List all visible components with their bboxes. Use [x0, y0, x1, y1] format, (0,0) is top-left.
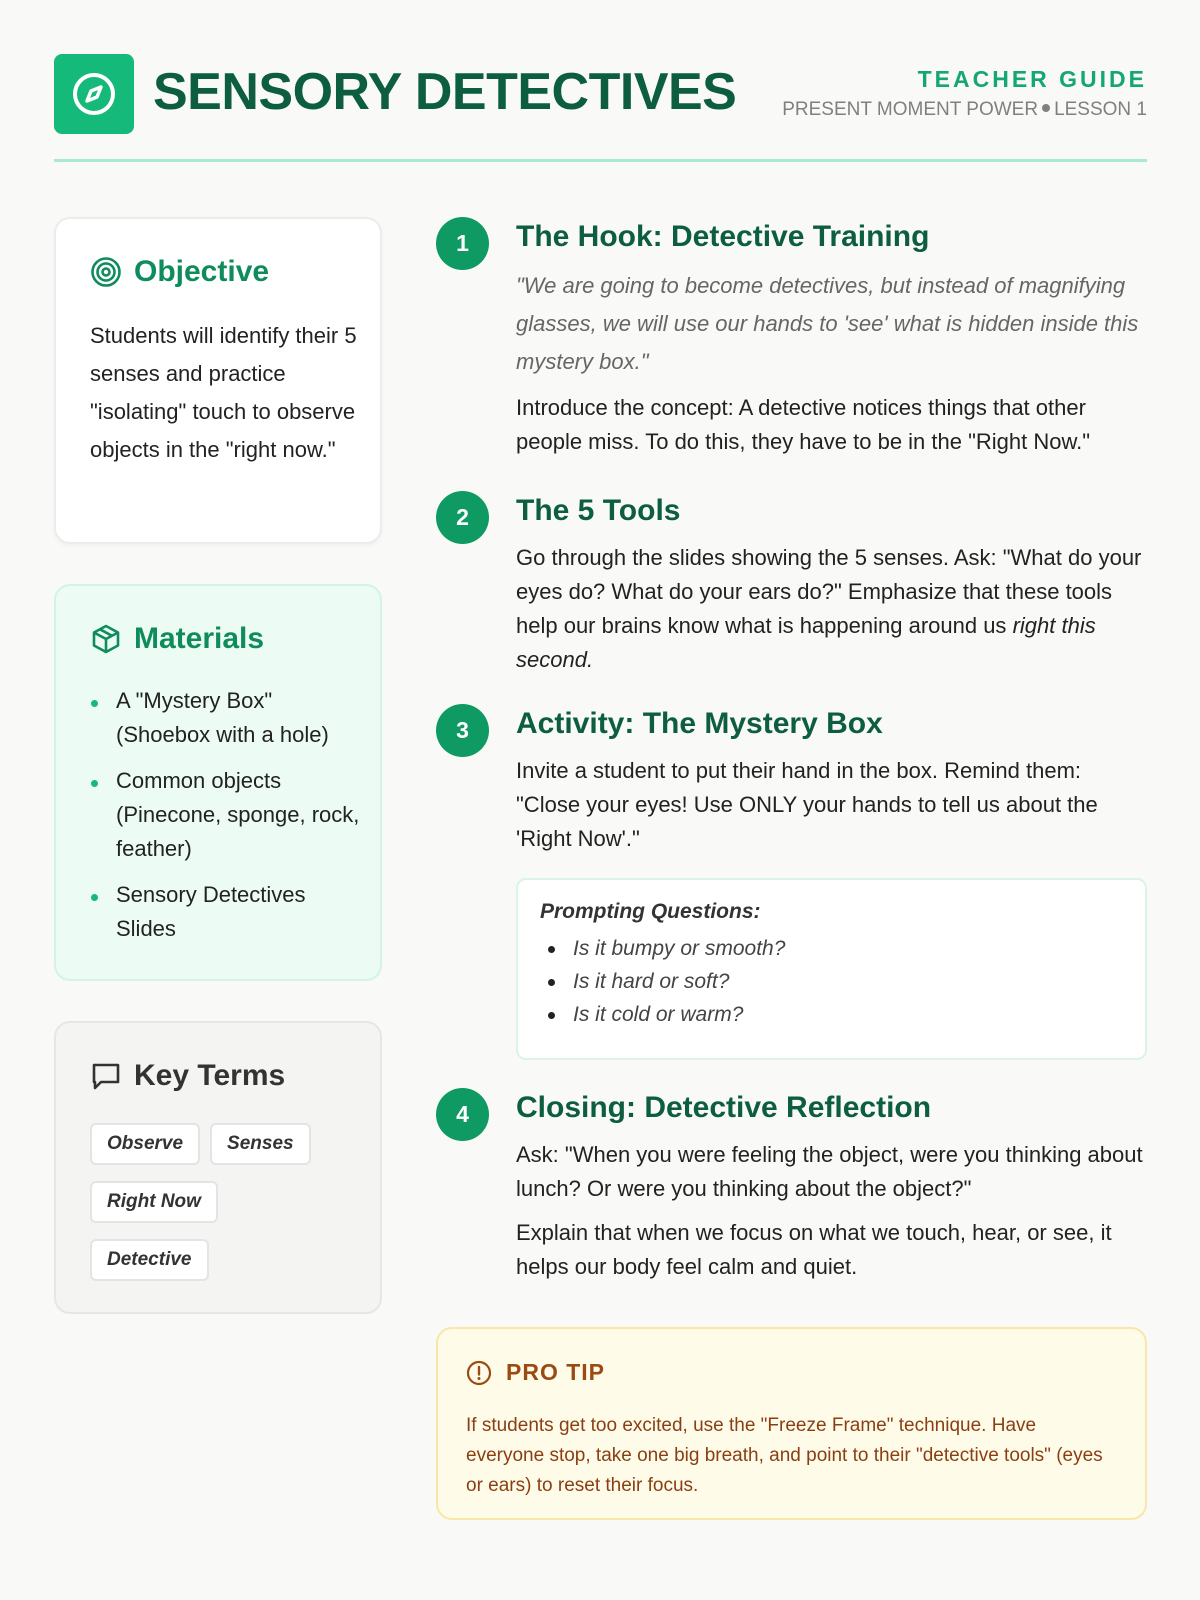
materials-header [90, 622, 264, 656]
term-tag: Detective [90, 1239, 209, 1281]
list-item: Is it hard or soft? [540, 965, 1123, 998]
objective-card [54, 217, 382, 544]
step-text [516, 541, 1147, 677]
prompt-list [540, 932, 1123, 1031]
step-number: 3 [436, 704, 489, 757]
pro-tip-heading: PRO TIP [506, 1359, 606, 1385]
chat-bubble-icon [90, 1060, 122, 1092]
material-text: A "Mystery Box" (Shoebox with a hole) [116, 688, 329, 747]
term-tag: Right Now [90, 1181, 218, 1223]
step-quote: "We are going to become detectives, but instead of magnifying glasses, we will use our hands to 'see' what is hidden inside this mystery box." [516, 273, 1139, 374]
step-text-secondary: Explain that when we focus on what we touch, hear, or see, it helps our body feel calm and quiet. [516, 1220, 1112, 1279]
step-text: Introduce the concept: A detective notices things that other people miss. To do this, they have to be in the "Right Now." [516, 395, 1091, 454]
materials-heading: Materials [134, 622, 265, 655]
bullet-icon [91, 894, 98, 901]
page-title: SENSORY DETECTIVES [153, 63, 737, 121]
lesson-line [782, 99, 1147, 121]
objective-text: Students will identify their 5 senses and practice "isolating" touch to observe objects in the "right now." [90, 323, 357, 462]
logo [54, 54, 134, 134]
list-item [90, 764, 360, 866]
key-terms-card [54, 1021, 382, 1314]
materials-list [90, 684, 360, 958]
step-text: Invite a student to put their hand in the box. Remind them: "Close your eyes! Use ONLY your hands to tell us about the 'Right Now'." [516, 758, 1098, 851]
term-tag: Observe [90, 1123, 200, 1165]
guide-label: TEACHER GUIDE [917, 66, 1147, 92]
step-text-italic: right this second. [516, 613, 1096, 672]
target-icon [90, 256, 122, 288]
materials-card [54, 584, 382, 981]
bullet-icon [91, 700, 98, 707]
series-name: PRESENT MOMENT POWER [782, 99, 1039, 120]
step-number: 4 [436, 1088, 489, 1141]
pro-tip-box [436, 1327, 1147, 1520]
step-title: The Hook: Detective Training [516, 220, 930, 253]
step-title: Activity: The Mystery Box [516, 707, 883, 740]
pro-tip-header [466, 1359, 605, 1386]
list-item [90, 684, 360, 752]
key-terms-heading: Key Terms [134, 1059, 286, 1092]
prompting-questions-box [516, 878, 1147, 1060]
material-text: Common objects (Pinecone, sponge, rock, feather) [116, 768, 360, 861]
list-item: Is it cold or warm? [540, 998, 1123, 1031]
page-header [54, 54, 1147, 162]
step-text-main: Go through the slides showing the 5 senses. Ask: "What do your eyes do? What do your ears do?" Emphasize that these tools help our brains know what is happening around us [516, 545, 1142, 638]
list-item [90, 878, 360, 946]
pro-tip-text: If students get too excited, use the "Freeze Frame" technique. Have everyone stop, take one big breath, and point to their "detective tools" (eyes or ears) to reset their focus. [466, 1415, 1103, 1496]
objective-header [90, 255, 269, 289]
separator-dot-icon [1042, 104, 1050, 112]
bullet-icon [91, 780, 98, 787]
box-icon [90, 623, 122, 655]
header-meta [782, 66, 1147, 121]
compass-icon [70, 70, 118, 118]
prompt-title: Prompting Questions: [540, 900, 761, 923]
material-text: Sensory Detectives Slides [116, 882, 306, 941]
step-text: Ask: "When you were feeling the object, were you thinking about lunch? Or were you thinking about the object?" [516, 1142, 1143, 1201]
term-tag: Senses [210, 1123, 311, 1165]
alert-circle-icon [466, 1360, 492, 1386]
step-number: 1 [436, 217, 489, 270]
step-title: The 5 Tools [516, 494, 681, 527]
key-terms-header [90, 1059, 285, 1093]
lesson-number: LESSON 1 [1054, 99, 1147, 120]
step-title: Closing: Detective Reflection [516, 1091, 932, 1124]
step-number: 2 [436, 491, 489, 544]
key-terms-list [90, 1123, 360, 1297]
list-item: Is it bumpy or smooth? [540, 932, 1123, 965]
objective-heading: Objective [134, 255, 270, 288]
